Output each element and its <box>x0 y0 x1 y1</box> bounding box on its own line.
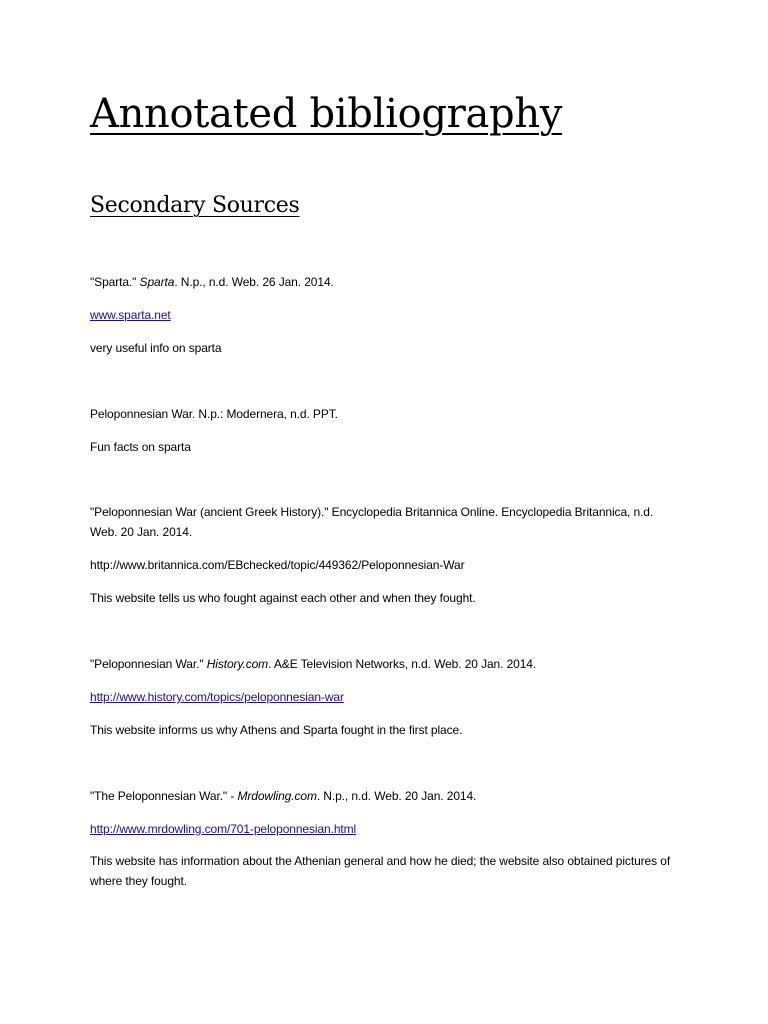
citation-mrdowling <box>90 786 476 806</box>
annotation-sparta: very useful info on sparta <box>90 341 222 355</box>
citation-suffix: . N.p., n.d. Web. 26 Jan. 2014. <box>174 275 334 289</box>
sparta-link[interactable]: www.sparta.net <box>90 308 171 322</box>
citation-britannica: "Peloponnesian War (ancient Greek History)." Encyclopedia Britannica Online. Encyclopedia Britannica, n.d. Web. 20 Jan. 2014. <box>90 505 654 539</box>
citation-prefix: "Sparta." <box>90 275 140 289</box>
citation-prefix: "The Peloponnesian War." - <box>90 789 238 803</box>
document-title: Annotated bibliography <box>90 91 563 137</box>
section-heading: Secondary Sources <box>90 193 300 218</box>
citation-suffix: . N.p., n.d. Web. 20 Jan. 2014. <box>316 789 477 803</box>
citation-italic-title: History.com <box>206 657 269 671</box>
britannica-url: http://www.britannica.com/EBchecked/topic/449362/Peloponnesian-War <box>90 558 465 572</box>
annotation-britannica: This website tells us who fought against each other and when they fought. <box>90 591 476 605</box>
citation-prefix: "Peloponnesian War." <box>90 657 207 671</box>
citation-history <box>90 654 536 674</box>
history-link[interactable]: http://www.history.com/topics/peloponnesian-war <box>90 690 344 704</box>
citation-peloponnesian-ppt: Peloponnesian War. N.p.: Modernera, n.d. PPT. <box>90 407 338 421</box>
mrdowling-link[interactable]: http://www.mrdowling.com/701-peloponnesian.html <box>90 822 357 836</box>
citation-suffix: . A&E Television Networks, n.d. Web. 20 Jan. 2014. <box>268 657 537 671</box>
url-history <box>90 687 344 707</box>
url-mrdowling <box>90 819 356 839</box>
url-sparta <box>90 305 171 325</box>
annotation-mrdowling: This website has information about the Athenian general and how he died; the website also obtained pictures of where they fought. <box>90 854 671 888</box>
url-britannica <box>90 555 465 575</box>
citation-italic-title: Sparta <box>139 275 175 289</box>
annotation-history: This website informs us why Athens and Sparta fought in the first place. <box>90 723 463 737</box>
annotation-peloponnesian-ppt: Fun facts on sparta <box>90 440 191 454</box>
citation-italic-title: Mrdowling.com <box>237 789 317 803</box>
citation-sparta <box>90 272 334 292</box>
